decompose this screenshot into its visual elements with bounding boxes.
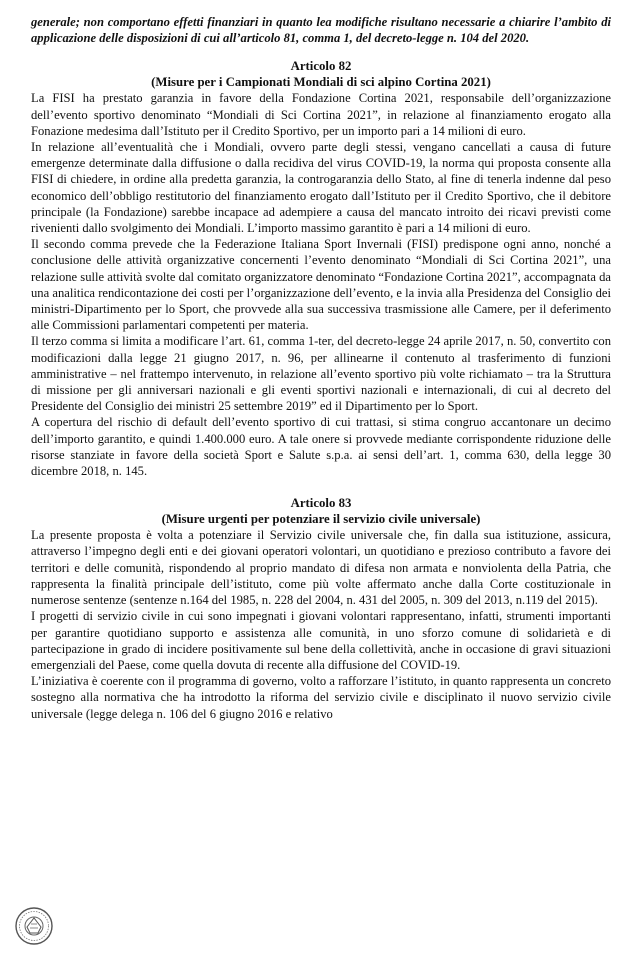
intro-paragraph: generale; non comportano effetti finanziari in quanto lea modifiche risultano necessarie a chiarire l’ambito di applicazione delle disposizioni di cui all’articolo 81, comma 1, del decreto-legge n. 104 del 2020. bbox=[31, 15, 611, 46]
paragraph: Il terzo comma si limita a modificare l’art. 61, comma 1-ter, del decreto-legge 24 aprile 2017, n. 50, convertito con modificazioni dalla legge 21 giugno 2017, n. 96, per allinearne il contenuto al trasferimento di funzioni amministrative – nel frattempo intervenuto, in relazione all’evento sportivo più volte richiamato – tra la Struttura di missione per gli anniversari nazionali e gli eventi sportivi nazionali e internazionali, di cui al decreto del Presidente del Consiglio dei ministri 25 settembre 2019” ed il Dipartimento per lo Sport. bbox=[31, 334, 611, 414]
paragraph: La presente proposta è volta a potenziare il Servizio civile universale che, fin dalla sua istituzione, assicura, attraverso l’impegno degli enti e dei giovani operatori volontari, un quotidiano e prezioso contributo a favore dei territori e delle comunità, rispondendo al proprio mandato di difesa non armata e nonviolenta della Patria, che rappresenta la finalità principale dell’istituto, come più volte affermato anche dalla Corte costituzionale in numerose sentenze (sentenze n.164 del 1985, n. 228 del 2004, n. 431 del 2005, n. 309 del 2013, n.119 del 2015). bbox=[31, 528, 611, 608]
section-spacer bbox=[31, 479, 611, 495]
paragraph: A copertura del rischio di default dell’evento sportivo di cui trattasi, si stima congruo accantonare un decimo dell’importo garantito, e quindi 1.400.000 euro. A tale onere si provvede mediante corrispondente riduzione delle risorse stanziate in favore della società Sport e Salute s.p.a. ai sensi dell’art. 1, comma 630, della legge 30 dicembre 2018, n. 145. bbox=[31, 415, 611, 479]
article-subtitle: (Misure urgenti per potenziare il servizio civile universale) bbox=[161, 512, 481, 527]
article-title: Articolo 83 bbox=[290, 496, 352, 511]
paragraph: In relazione all’eventualità che i Mondiali, ovvero parte degli stessi, vengano cancellati a causa di future emergenze determinate dalla diffusione o dalla recidiva del virus COVID-19, la norma qui proposta consente alla FISI di chiedere, in ordine alla predetta garanzia, la controgaranzia dello Stato, al fine di tenerla indenne dal peso economico dell’obbligo restitutorio del finanziamento erogato dall’Istituto per il Credito Sportivo, che il debitore principale (la Fondazione) sarebbe incapace ad adempiere a causa del mancato introito dei ricavi previsti come rivenienti dallo svolgimento dei Mondiali. L’importo massimo garantito è pari a 14 milioni di euro. bbox=[31, 140, 611, 236]
paragraph: I progetti di servizio civile in cui sono impegnati i giovani volontari rappresentano, infatti, strumenti importanti per garantire quotidiano supporto e assistenza alle comunità, in uno sforzo comune di solidarietà e di partecipazione in grado di incidere positivamente sul bene della collettività, anche in occasione di gravi situazioni emergenziali del Paese, come quella dovuta di recente alla diffusione del COVID-19. bbox=[31, 609, 611, 672]
article-82 bbox=[31, 58, 611, 479]
paragraph: La FISI ha prestato garanzia in favore della Fondazione Cortina 2021, responsabile dell’organizzazione dell’evento sportivo denominato “Mondiali di Sci Cortina 2021”, in relazione al finanziamento erogato alla Fonazione medesima dall’Istituto per il Credito Sportivo, per un importo pari a 14 milioni di euro. bbox=[31, 91, 611, 138]
article-title: Articolo 82 bbox=[290, 59, 352, 74]
paragraph: Il secondo comma prevede che la Federazione Italiana Sport Invernali (FISI) predispone ogni anno, nonché a conclusione delle attività organizzative concernenti l’evento denominato “Mondiali di Sci Cortina 2021”, una relazione sulle attività svolte dal comitato organizzatore denominato “Fondazione Cortina 2021”, accompagnata da una analitica rendicontazione dei costi per l’organizzazione dell’evento, e la invia alla Presidenza del Consiglio dei ministri-Dipartimento per lo Sport, che provvede alla sua successiva trasmissione alle Camere, per il deferimento alle Commissioni parlamentari competenti per materia. bbox=[31, 237, 611, 333]
article-83 bbox=[31, 495, 611, 721]
article-subtitle: (Misure per i Campionati Mondiali di sci alpino Cortina 2021) bbox=[151, 75, 491, 90]
official-seal-icon bbox=[14, 906, 54, 946]
paragraph: L’iniziativa è coerente con il programma di governo, volto a rafforzare l’istituto, in quanto rappresenta un concreto sostegno alla normativa che ha introdotto la riforma del servizio civile e disciplinato il nuovo servizio civile universale (legge delega n. 106 del 6 giugno 2016 e relativo bbox=[31, 674, 611, 721]
